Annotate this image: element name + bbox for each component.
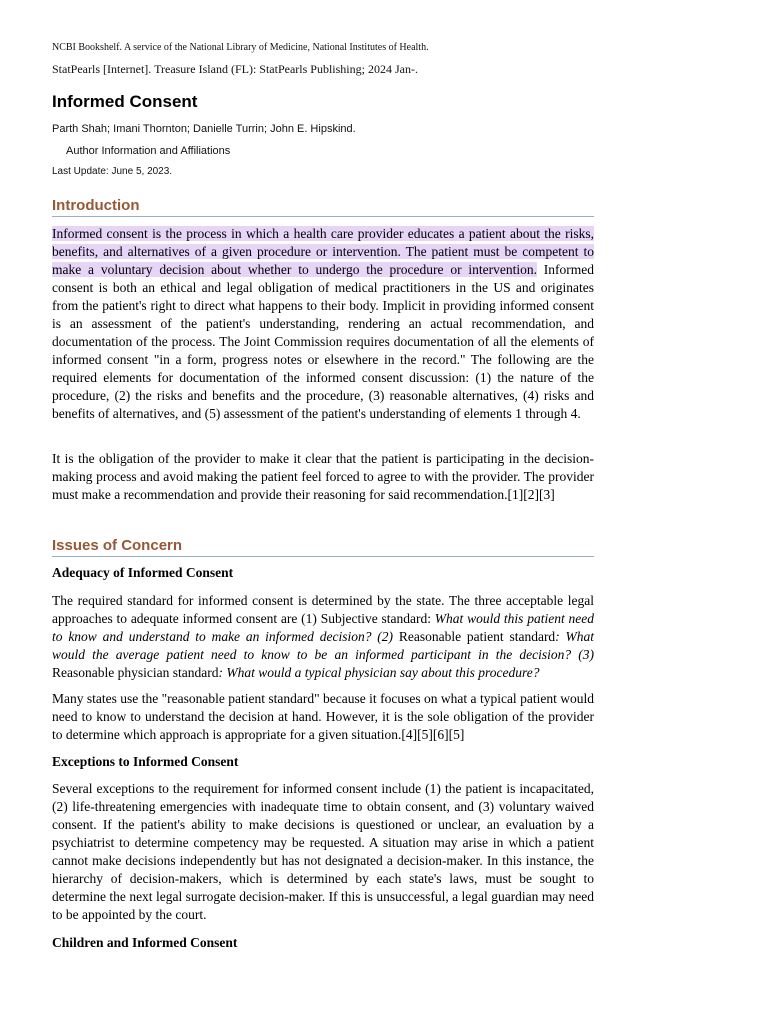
children-heading: Children and Informed Consent [52, 935, 238, 950]
page-title: Informed Consent [52, 92, 198, 111]
issues-of-concern-heading: Issues of Concern [52, 537, 594, 557]
reference-link-1[interactable]: [1] [507, 487, 524, 502]
introduction-heading: Introduction [52, 197, 594, 217]
paragraph-text: Informed consent is both an ethical and legal obligation of medical practitioners in the US and originates from the patient's right to direct what happens to their body. Implicit in providing informed consent is an assessment of the patient's understanding, rendering an actual recommendation, and documentation of the process. The Joint Commission requires documentation of all the elements of informed consent "in a form, progress notes or elsewhere in the record." The following are the required elements for documentation of the informed consent discussion: (1) the nature of the procedure, (2) the risks and benefits and the procedure, (3) reasonable alternatives, (4) risks and benefits of alternatives, and (5) assessment of the patient's understanding of elements 1 through 4. [52, 262, 595, 421]
reference-link-5-repeat[interactable]: [5] [448, 727, 465, 742]
adequacy-heading: Adequacy of Informed Consent [52, 565, 234, 580]
paragraph-text: Reasonable physician standard [52, 665, 219, 680]
reference-link-4[interactable]: [4] [401, 727, 418, 742]
introduction-paragraph-2 [52, 450, 594, 504]
authors-line: Parth Shah; Imani Thornton; Danielle Turrin; John E. Hipskind. [52, 123, 356, 135]
introduction-paragraph-1 [52, 225, 594, 423]
paragraph-text: The required standard for informed consent is determined by the state. The three acceptable legal approaches to adequate informed consent are (1) Subjective standard: [52, 593, 594, 626]
adequacy-paragraph-1 [52, 592, 594, 682]
citation-line: StatPearls [Internet]. Treasure Island (FL): StatPearls Publishing; 2024 Jan-. [52, 62, 418, 76]
italic-text: What would this patient need to know and understand to make an informed decision? (2) [52, 611, 594, 644]
paragraph-text: Many states use the "reasonable patient standard" because it focuses on what a typical patient would need to know to understand the decision at hand. However, it is the sole obligation of the provider to determine which approach is appropriate for a given situation. [52, 691, 594, 742]
italic-text: : What would a typical physician say about this procedure? [218, 665, 540, 680]
paragraph-text: Reasonable patient standard [398, 629, 556, 644]
exceptions-heading: Exceptions to Informed Consent [52, 754, 239, 769]
last-update: Last Update: June 5, 2023. [52, 166, 173, 177]
exceptions-paragraph [52, 780, 594, 924]
paragraph-text: Several exceptions to the requirement for informed consent include (1) the patient is incapacitated, (2) life-threatening emergencies with inadequate time to obtain consent, and (3) voluntary waived consent. If the patient's ability to make decisions is questioned or unclear, an evaluation by a psychiatrist to determine competency may be requested. A situation may arise in which a patient cannot make decisions independently but has not designated a decision-maker. In this instance, the hierarchy of decision-makers, which is determined by each state's laws, must be sought to determine the next legal surrogate decision-maker. If this is unsuccessful, a legal guardian may need to be appointed by the court. [52, 781, 594, 922]
reference-link-5[interactable]: [5] [417, 727, 433, 742]
reference-link-6[interactable]: [6] [432, 727, 449, 742]
highlighted-text: Informed consent is the process in which a health care provider educates a patient about the risks, benefits, and alternatives of a given procedure or intervention. The patient must be competent to make a voluntary decision about whether to undergo the procedure or intervention. [52, 226, 594, 277]
adequacy-paragraph-2 [52, 690, 594, 744]
italic-text: : What would the average patient need to know to be an informed participant in the decision? (3) [52, 629, 594, 662]
reference-link-3[interactable]: [3] [538, 487, 555, 502]
author-affiliations-link[interactable]: Author Information and Affiliations [66, 145, 231, 157]
ncbi-bookshelf-line: NCBI Bookshelf. A service of the National Library of Medicine, National Institutes of Health. [52, 42, 429, 53]
reference-link-2[interactable]: [2] [523, 487, 539, 502]
paragraph-text: It is the obligation of the provider to make it clear that the patient is participating in the decision-making process and avoid making the patient feel forced to agree to with the provider. The provider must make a recommendation and provide their reasoning for said recommendation. [52, 451, 594, 502]
